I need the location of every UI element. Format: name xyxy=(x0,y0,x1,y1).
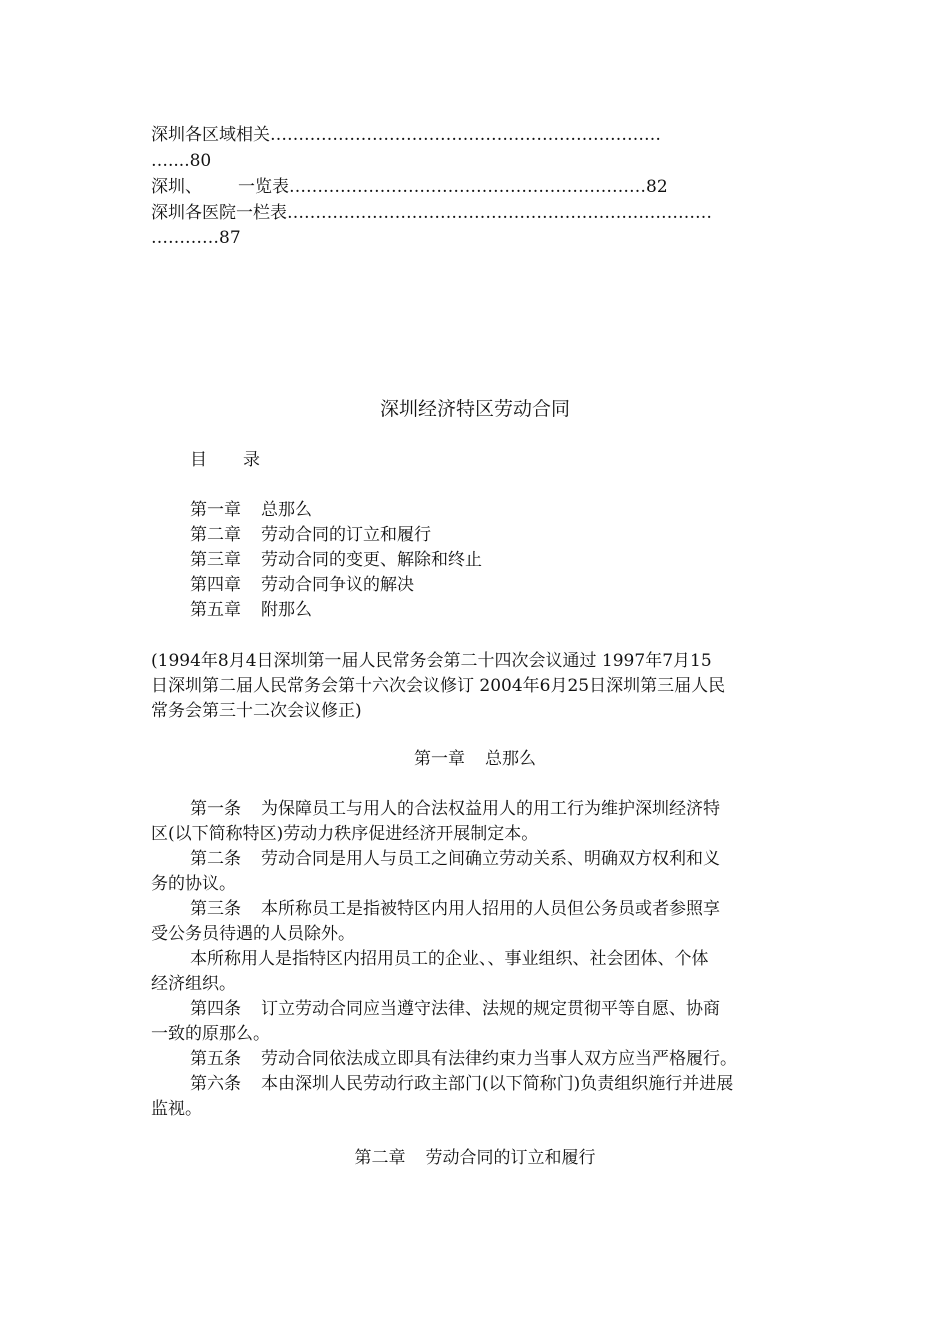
article-text: 本由深圳人民劳动行政主部门(以下简称门)负责组织施行并进展 xyxy=(261,1074,734,1094)
article-label: 第六条 xyxy=(190,1074,241,1094)
toc-entry-page: …………87 xyxy=(151,228,241,248)
chapter-num: 第四章 xyxy=(190,575,241,595)
chapter-name: 劳动合同的订立和履行 xyxy=(261,525,431,545)
article-3-cont: 受公务员待遇的人员除外。 xyxy=(151,924,355,944)
article-text: 订立劳动合同应当遵守法律、法规的规定贯彻平等自愿、协商 xyxy=(261,999,720,1019)
article-1-cont: 区(以下简称特区)劳动力秩序促进经济开展制定本。 xyxy=(151,824,539,844)
history-line: 日深圳第二届人民常务会第十六次会议修订 2004年6月25日深圳第三届人民 xyxy=(151,676,726,696)
article-label: 第四条 xyxy=(190,999,241,1019)
article-label: 第二条 xyxy=(190,849,241,869)
article-label: 第五条 xyxy=(190,1049,241,1069)
article-3 xyxy=(190,897,720,922)
article-label: 第一条 xyxy=(190,799,241,819)
toc-entry-text: 深圳、 xyxy=(151,177,202,197)
chapter-num: 第三章 xyxy=(190,550,241,570)
article-4 xyxy=(190,997,720,1022)
chapter-heading-num: 第二章 xyxy=(354,1148,406,1168)
chapter-name: 劳动合同的变更、解除和终止 xyxy=(261,550,482,570)
chapter-name: 总那么 xyxy=(261,500,312,520)
chapter-heading xyxy=(0,1145,950,1171)
chapter-num: 第二章 xyxy=(190,525,241,545)
toc-heading-right: 录 xyxy=(243,450,260,470)
article-5 xyxy=(190,1047,737,1072)
article-1 xyxy=(190,797,720,822)
chapter-list-item xyxy=(190,598,312,623)
chapter-list-item xyxy=(190,573,414,598)
article-6 xyxy=(190,1072,733,1097)
chapter-num: 第五章 xyxy=(190,600,241,620)
chapter-list-item xyxy=(190,548,482,573)
chapter-list-item xyxy=(190,523,431,548)
toc-heading-left: 目 xyxy=(190,450,207,470)
chapter-name: 附那么 xyxy=(261,600,312,620)
history-line: (1994年8月4日深圳第一届人民常务会第二十四次会议通过 1997年7月15 xyxy=(151,651,712,671)
article-2 xyxy=(190,847,720,872)
toc-entry-page: …....80 xyxy=(151,151,212,171)
article-text: 劳动合同是用人与员工之间确立劳动关系、明确双方权利和义 xyxy=(261,849,720,869)
article-text: 本所称员工是指被特区内用人招用的人员但公务员或者参照享 xyxy=(261,899,720,919)
toc-entry-text: 深圳各区域相关…………………………………………………………… xyxy=(151,125,661,145)
article-3-para-2-cont: 经济组织。 xyxy=(151,974,236,994)
chapter-heading-num: 第一章 xyxy=(414,749,465,769)
article-3-para-2 xyxy=(190,947,709,972)
toc-entry-overview xyxy=(151,175,668,200)
toc-entry-district-page xyxy=(151,149,211,174)
history-line: 常务会第三十二次会议修正) xyxy=(151,701,362,721)
chapter-heading-name: 总那么 xyxy=(485,749,536,769)
chapter-num: 第一章 xyxy=(190,500,241,520)
article-2-cont: 务的协议。 xyxy=(151,874,236,894)
toc-entry-district xyxy=(151,123,661,148)
article-4-cont: 一致的原那么。 xyxy=(151,1024,270,1044)
chapter-heading xyxy=(0,746,950,772)
article-label: 第三条 xyxy=(190,899,241,919)
article-text: 劳动合同依法成立即具有法律约束力当事人双方应当严格履行。 xyxy=(261,1049,737,1069)
toc-entry-hospitals-page xyxy=(151,226,241,251)
chapter-name: 劳动合同争议的解决 xyxy=(261,575,414,595)
chapter-heading-name: 劳动合同的订立和履行 xyxy=(425,1148,596,1168)
toc-entry-hospitals xyxy=(151,201,712,226)
toc-heading xyxy=(190,448,260,473)
document-title: 深圳经济特区劳动合同 xyxy=(379,398,570,420)
toc-entry-text-b: 一览表………………………………………………………82 xyxy=(238,177,668,197)
toc-entry-text: 深圳各医院一栏表………………………………………………………………… xyxy=(151,203,712,223)
article-6-cont: 监视。 xyxy=(151,1099,202,1119)
article-text: 为保障员工与用人的合法权益用人的用工行为维护深圳经济特 xyxy=(261,799,720,819)
chapter-list-item xyxy=(190,498,312,523)
article-text: 本所称用人是指特区内招用员工的企业、、事业组织、社会团体、个体 xyxy=(190,949,709,969)
